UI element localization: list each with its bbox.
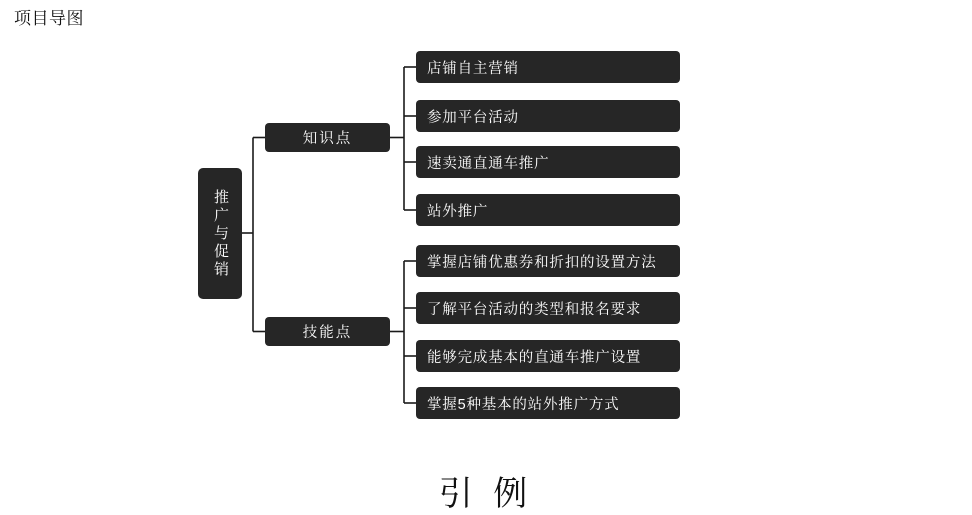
mindmap-branch-label: 知识点 (302, 131, 353, 147)
mindmap-leaf-label: 掌握店铺优惠券和折扣的设置方法 (427, 254, 657, 271)
mindmap-leaf-node[interactable] (416, 340, 680, 372)
mindmap-leaf-label: 参加平台活动 (427, 109, 519, 126)
mindmap-branch-knowledge[interactable] (265, 123, 390, 152)
mindmap-root-node[interactable] (198, 168, 242, 299)
section-heading: 引 例 (438, 476, 534, 513)
page-title: 项目导图 (14, 9, 84, 28)
mindmap-branch-skill[interactable] (265, 317, 390, 346)
mindmap-leaf-label: 能够完成基本的直通车推广设置 (427, 349, 642, 366)
mindmap-leaf-node[interactable] (416, 245, 680, 277)
mindmap-leaf-node[interactable] (416, 51, 680, 83)
mindmap-leaf-label: 速卖通直通车推广 (427, 155, 550, 172)
mindmap-leaf-node[interactable] (416, 194, 680, 226)
mindmap-leaf-node[interactable] (416, 387, 680, 419)
mindmap-leaf-node[interactable] (416, 292, 680, 324)
mindmap-leaf-label: 店铺自主营销 (427, 60, 519, 77)
mindmap-branch-label: 技能点 (302, 325, 353, 341)
mindmap-leaf-label: 站外推广 (427, 203, 489, 220)
mindmap-leaf-node[interactable] (416, 100, 680, 132)
mindmap-leaf-label: 了解平台活动的类型和报名要求 (427, 301, 642, 318)
mindmap-leaf-node[interactable] (416, 146, 680, 178)
mindmap-root-label: 推广与促销 (212, 188, 229, 279)
mindmap-leaf-label: 掌握5种基本的站外推广方式 (427, 396, 620, 413)
